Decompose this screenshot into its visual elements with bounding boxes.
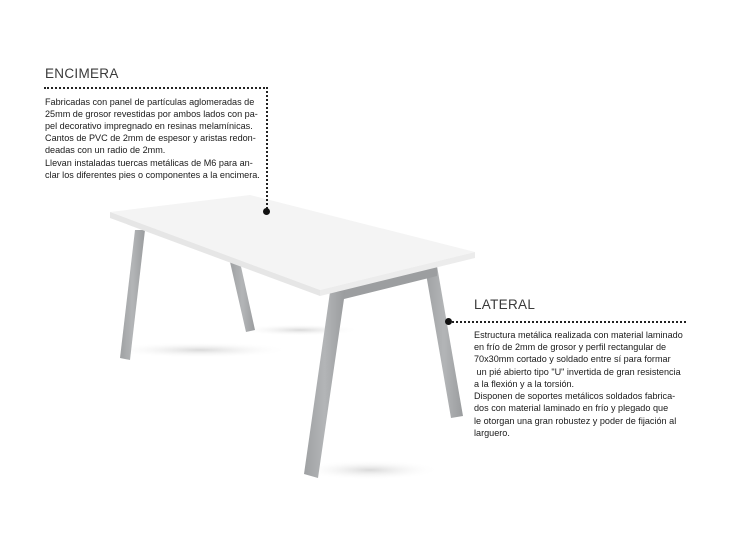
lateral-line: un pié abierto tipo "U" invertida de gran resistencia (474, 367, 681, 377)
encimera-line: pel decorativo impregnado en resinas melamínicas. (45, 121, 253, 131)
encimera-line: Fabricadas con panel de partículas aglomeradas de (45, 97, 255, 107)
back-middle-leg (230, 262, 255, 332)
encimera-pointer-dot (263, 208, 270, 215)
lateral-connector (452, 321, 686, 323)
encimera-line: Llevan instaladas tuercas metálicas de M6 para an- (45, 158, 253, 168)
back-right-leg (425, 266, 463, 418)
lateral-line: Disponen de soportes metálicos soldados fabrica- (474, 391, 676, 401)
lateral-line: le otorgan una gran robustez y poder de fijación al (474, 416, 677, 426)
encimera-connector-horizontal (44, 87, 268, 89)
back-left-leg (120, 230, 145, 360)
lateral-line: a la flexión y a la torsión. (474, 379, 575, 389)
encimera-line: clar los diferentes pies o componentes a la encimera. (45, 170, 260, 180)
lateral-line: 70x30mm cortado y soldado entre sí para formar (474, 354, 671, 364)
encimera-line: 25mm de grosor revestidas por ambos lados con pa- (45, 109, 258, 119)
encimera-line: Cantos de PVC de 2mm de espesor y aristas redon- (45, 133, 256, 143)
encimera-line: deadas con un radio de 2mm. (45, 145, 166, 155)
lateral-pointer-dot (445, 318, 452, 325)
encimera-connector-vertical (266, 87, 268, 209)
lateral-line: Estructura metálica realizada con material laminado (474, 330, 683, 340)
front-right-leg (304, 292, 345, 478)
lateral-line: dos con material laminado en frío y plegado que (474, 403, 669, 413)
encimera-title: ENCIMERA (45, 66, 119, 81)
lateral-line: en frío de 2mm de grosor y perfil rectangular de (474, 342, 667, 352)
lateral-line: larguero. (474, 428, 510, 438)
lateral-title: LATERAL (474, 297, 536, 312)
